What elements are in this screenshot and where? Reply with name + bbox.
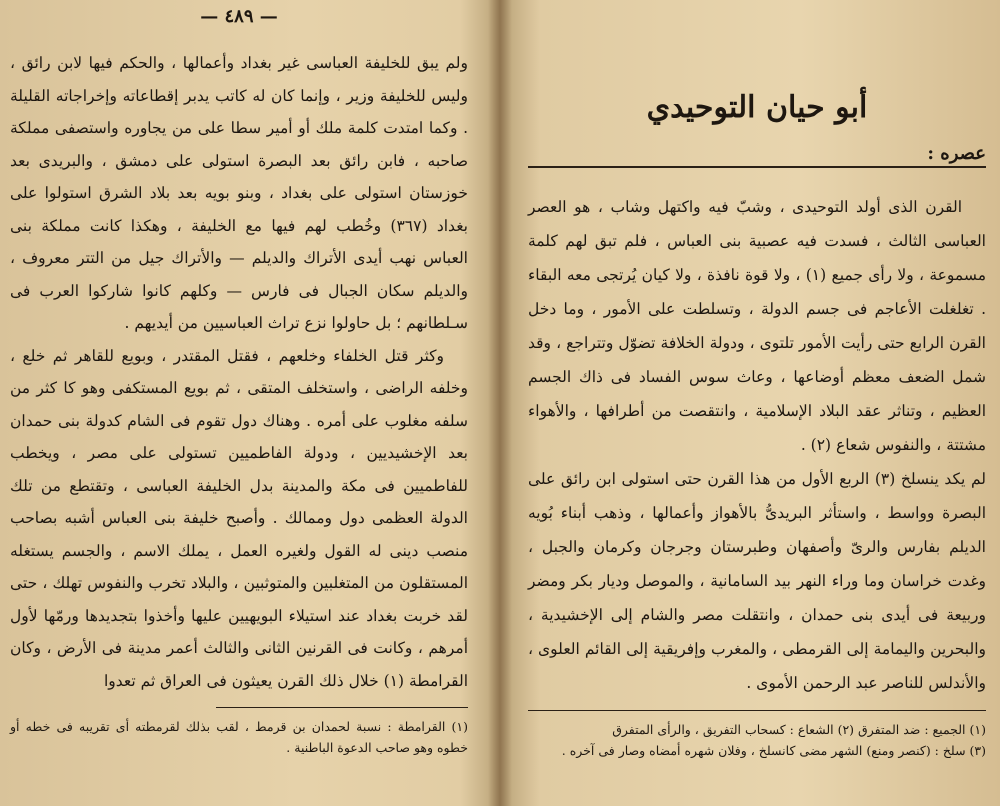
footnote-divider bbox=[528, 710, 986, 711]
footnote: (١) القرامطة : نسبة لحمدان بن قرمط ، لقب بذلك لقرمطته أى تقريبه فى خطه أو خطوه وهو صاحب الدعوة الباطنية . bbox=[10, 719, 468, 755]
right-body-text bbox=[528, 190, 986, 700]
paragraph: القرن الذى أولد التوحيدى ، وشبّ فيه واكتهل وشاب ، هو العصر العباسى الثالث ، فسدت فيه عصبية بنى العباس ، فلم تبق لهم كلمة مسموعة ، ولا رأى جميع (١) ، ولا قوة نافذة ، ولا كيان يُرتجى معه البقاء . تغلغلت الأعاجم فى جسم الدولة ، وتسلطت على الأمور ، وما دخل القرن الرابع حتى رأيت الأمور تلتوى ، ودولة الخلافة تضوّل وتتراجع ، وقد شمل الضعف معظم أوضاعها ، وعاث سوس الفساد فى ذاك الجسم العظيم ، وتناثر عقد البلاد الإسلامية ، وانتقصت من أطرافها ، والأهواء مشتتة ، والنفوس شعاع (٢) . bbox=[528, 198, 986, 454]
footnote-divider bbox=[216, 707, 468, 708]
paragraph: لم يكد ينسلخ (٣) الربع الأول من هذا القرن حتى استولى ابن رائق على البصرة وواسط ، واستأثر البريدىُّ بالأهواز وأعمالها ، وذهب أبناء بُويه الديلم بفارس والرىّ وأصفهان وطبرستان وجرجان وكرمان والجبل ، وغدت خراسان وما وراء النهر بيد السامانية ، والموصل وديار بكر ومضر وربيعة فى أيدى بنى حمدان ، وانتقلت مصر والشام إلى الإخشيدية ، والبحرين واليمامة إلى القرمطى ، والمغرب وإفريقية إلى القائم العلوى ، والأندلس للناصر عبد الرحمن الأموى . bbox=[528, 470, 986, 692]
right-page bbox=[510, 0, 1000, 806]
footnote: (٣) سلخ : (كنصر ومنع) الشهر مضى كانسلخ ، وفلان شهره أمضاه وصار فى آخره . bbox=[561, 743, 986, 758]
footnote: (١) الجميع : ضد المتفرق (٢) الشعاع : كسحاب التفريق ، والرأى المتفرق bbox=[612, 722, 986, 737]
right-footnotes bbox=[528, 719, 986, 761]
chapter-heading: أبو حيان التوحيدي bbox=[646, 90, 868, 125]
left-page bbox=[0, 0, 490, 806]
book-spine bbox=[488, 0, 512, 806]
left-body-text bbox=[10, 47, 468, 697]
page-number: — ٤٨٩ — bbox=[200, 6, 278, 27]
paragraph: ولم يبق للخليفة العباسى غير بغداد وأعمالها ، والحكم فيها لابن رائق ، وليس للخليفة وزير ، وإنما كان له كاتب يدبر إقطاعاته وإخراجاته القليلة . وكما امتدت كلمة ملك أو أمير سطا على من يجاوره واستصفى مملكة صاحبه ، فابن رائق بعد البصرة استولى على دمشق ، والبريدى بعد خوزستان استولى على بغداد ، وبنو بويه بعد بلاد الشرق استولوا على بغداد (٣٦٧) وخُطب لهم فيها مع الخليفة ، وهكذا كانت مملكة بنى العباس نهب أيدى الأتراك والديلم — والأتراك جيل من التتر معروف ، والديلم سكان الجبال فى فارس — وكلهم كانوا شاركوا العرب فى سـلطانهم ؛ بل حاولوا نزع تراث العباسيين من أيديهم . bbox=[10, 54, 468, 332]
section-label: عصره : bbox=[528, 143, 986, 168]
paragraph: وكثر قتل الخلفاء وخلعهم ، فقتل المقتدر ، وبويع للقاهر ثم خلع ، وخلفه الراضى ، واستخلف المتقى ، ثم بويع المستكفى وهو كا كثر من سلفه مغلوب على أمره . وهناك دول تقوم فى الشام كدولة بنى حمدان بعد الإخشيديين ، ودولة الفاطميين تستولى على مصر ، ويخطب للفاطميين فى مكة والمدينة بدل الخليفة العباسى ، وتقتطع من تلك الدولة العظمى دول وممالك . وأصبح خليفة بنى العباس أشبه بصاحب منصب دينى له القول ولغيره العمل ، يملك الاسم ، والجسم يستغله المستقلون من المتغلبين والمتوثبين ، والبلاد تخرب والنفوس تهلك ، حتى لقد خربت بغداد عند استيلاء البويهيين عليها وأخذوا بتجديدها ورمّها لأول أمرهم ، وكانت فى القرنين الثانى والثالث أعمر مدينة فى الأرض ، وكان القرامطة (١) خلال ذلك القرن يعيثون فى العراق ثم تعدوا bbox=[10, 346, 468, 690]
left-footnotes bbox=[10, 716, 468, 758]
